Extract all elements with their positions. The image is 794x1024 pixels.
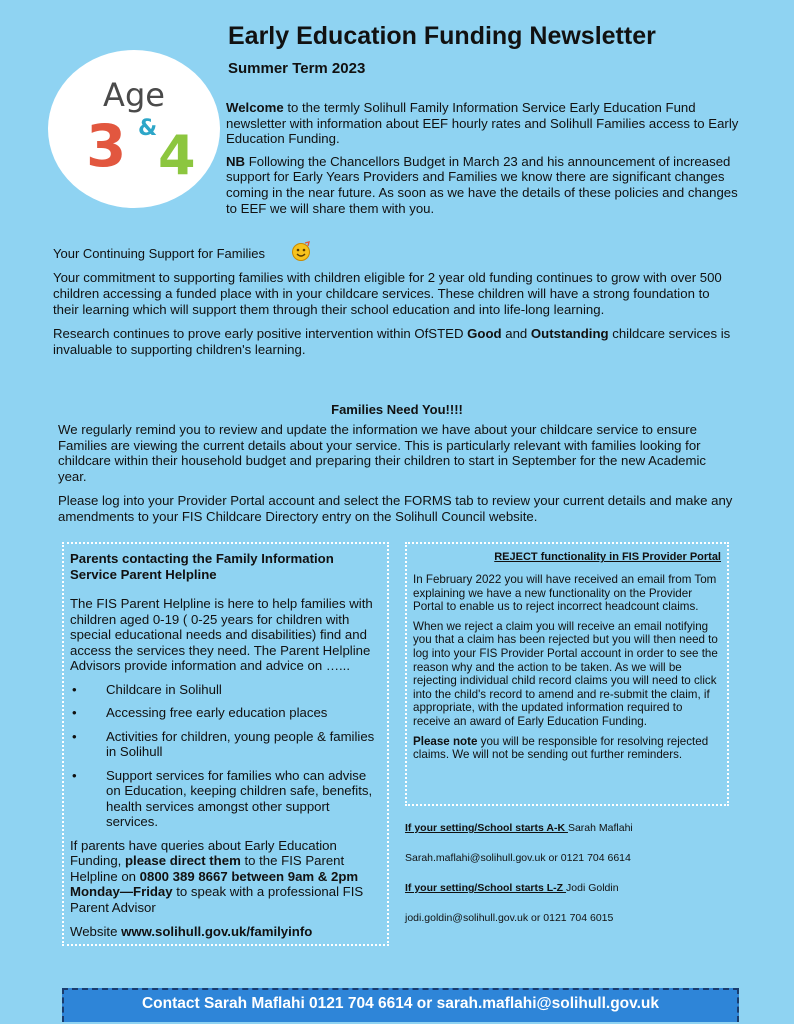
bullet-icon: •: [72, 767, 77, 783]
smiley-icon: [290, 240, 312, 262]
contact-l-z: [405, 882, 619, 894]
families-paragraph-1: We regularly remind you to review and update the information we have about your childcare service to ensure Families are viewing the current details about your service. This is particularly relevant with families looking for childcare within their household budget and preparing their children to start in September for the new Academic year.: [58, 422, 707, 484]
list-item-text: Accessing free early education places: [106, 705, 328, 720]
intro-section: [226, 100, 746, 216]
continuing-paragraph-2: [53, 326, 733, 358]
please-note-text: you will be responsible for resolving rejected claims. We will not be sending out further reminders.: [413, 734, 709, 762]
website-label: Website: [70, 924, 122, 939]
continuing-support-heading: Your Continuing Support for Families: [53, 246, 265, 261]
queries-text-b: to the FIS Parent Helpline on: [70, 853, 345, 884]
bullet-icon: •: [72, 705, 77, 720]
contact-l-z-details: jodi.goldin@solihull.gov.uk or 0121 704 6015: [405, 912, 614, 924]
logo-three: 3: [86, 112, 127, 180]
contact-a-k: [405, 822, 633, 834]
contact-l-z-label: If your setting/School starts L-Z: [405, 882, 567, 894]
nb-paragraph: [226, 154, 746, 216]
research-text-a: Research continues to prove early positive intervention within OfSTED: [53, 326, 468, 342]
reject-paragraph-1: In February 2022 you will have received an email from Tom explaining we have a new functionality on the Provider Portal to enable us to reject incorrect headcount claims.: [413, 573, 717, 614]
bullet-icon: •: [72, 681, 77, 697]
queries-bold-2: 0800 389 8667 between 9am & 2pm Monday—Friday: [70, 868, 359, 899]
logo-ampersand: &: [138, 116, 158, 141]
parent-helpline-box: [62, 542, 389, 946]
research-text-b: and: [501, 326, 531, 342]
list-item-text: Support services for families who can advise on Education, keeping children safe, benefits, health services amongst other support services.: [106, 767, 373, 829]
list-item: [70, 682, 381, 698]
logo-age-text: Age: [103, 76, 165, 114]
helpline-queries-paragraph: [70, 838, 381, 916]
list-item-text: Activities for children, young people & families in Solihull: [106, 728, 375, 759]
list-item: [70, 729, 381, 760]
queries-bold-1: please direct them: [125, 853, 241, 868]
reject-paragraph-3: [413, 735, 721, 762]
helpline-services-list: [70, 682, 381, 830]
please-note-bold: Please note: [413, 734, 478, 748]
bullet-icon: •: [72, 728, 77, 744]
page-title: Early Education Funding Newsletter: [228, 22, 656, 50]
list-item: [70, 768, 381, 830]
continuing-support-section: [53, 270, 733, 358]
contact-a-k-name: Sarah Maflahi: [567, 822, 633, 834]
nb-bold: NB: [226, 153, 246, 169]
reject-paragraph-2: When we reject a claim you will receive an email notifying you that a claim has been rejected but you will then need to log into your FIS Provider Portal account in order to see the reason why and the action to be taken. As we will be rejecting individual child record claims you will need to click into the child's record to amend and re-submit the claim, if appropriate, with the updated information required to receive an award of Early Education Funding.: [413, 619, 718, 728]
contact-l-z-name: Jodi Goldin: [566, 882, 619, 894]
website-line: [70, 924, 381, 940]
parent-helpline-body: The FIS Parent Helpline is here to help families with children aged 0-19 ( 0-25 years for children with special educational needs and disabilities) find and access the services they need. The Parent Helpline Advisors provide information and advice on …...: [70, 596, 373, 673]
good-bold: Good: [467, 326, 502, 342]
reject-functionality-heading: REJECT functionality in FIS Provider Portal: [494, 551, 721, 563]
families-need-you-heading: Families Need You!!!!: [331, 402, 463, 417]
welcome-paragraph: [226, 100, 746, 147]
contact-a-k-details: Sarah.maflahi@solihull.gov.uk or 0121 704 6614: [405, 852, 631, 864]
page-subtitle: Summer Term 2023: [228, 60, 366, 77]
list-item: [70, 705, 381, 721]
research-text-c: childcare services is invaluable to supporting children's learning.: [53, 326, 731, 358]
families-paragraph-2: Please log into your Provider Portal account and select the FORMS tab to review your current details and make any amendments to your FIS Childcare Directory entry on the Solihull Council website.: [58, 493, 733, 524]
nb-text: Following the Chancellors Budget in March 23 and his announcement of increased support for Early Years Providers and Families we know there are significant changes coming in the near future. As soon as we have the details of these policies and changes to EEF we will share them with you.: [226, 153, 738, 216]
footer-contact-banner: Contact Sarah Maflahi 0121 704 6614 or sarah.maflahi@solihull.gov.uk: [62, 988, 739, 1022]
logo-four: 4: [158, 124, 196, 187]
outstanding-bold: Outstanding: [530, 326, 609, 342]
reject-functionality-box: [405, 542, 729, 806]
queries-text-c: to speak with a professional FIS Parent Advisor: [70, 884, 364, 915]
age-3-4-logo: [48, 50, 220, 208]
list-item-text: Childcare in Solihull: [106, 681, 222, 697]
welcome-text: to the termly Solihull Family Information Service Early Education Fund newsletter with information about EEF hourly rates and Solihull Families access to Early Education Funding.: [226, 100, 739, 147]
welcome-bold: Welcome: [226, 100, 284, 115]
parent-helpline-heading: Parents contacting the Family Information Service Parent Helpline: [70, 551, 334, 582]
families-section: [58, 422, 738, 525]
queries-text-a: If parents have queries about Early Education Funding,: [70, 837, 337, 868]
contact-a-k-label: If your setting/School starts A-K: [405, 822, 568, 834]
continuing-paragraph-1: Your commitment to supporting families with children eligible for 2 year old funding continues to grow with over 500 children accessing a funded place with in your childcare services. These children will have a strong foundation to their learning which will support them through their school education and into life-long learning.: [53, 270, 722, 317]
website-link[interactable]: www.solihull.gov.uk/familyinfo: [121, 924, 313, 939]
